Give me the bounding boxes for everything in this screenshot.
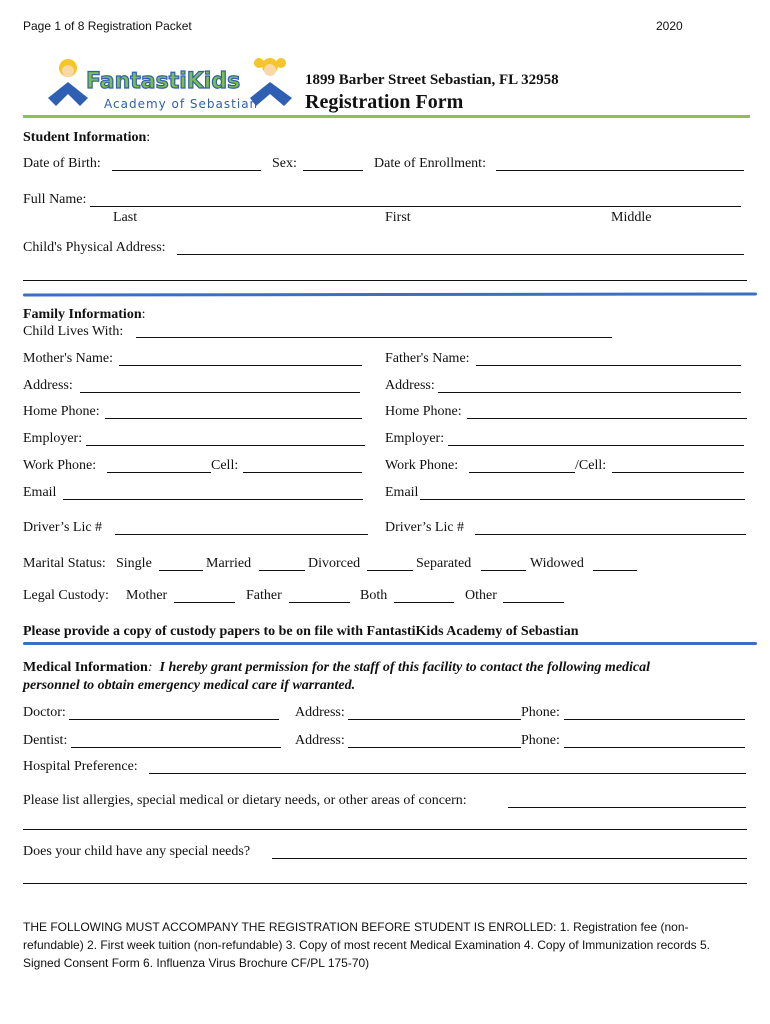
logo-brand-text: FantastiKids <box>86 69 241 94</box>
special-needs-field-2[interactable] <box>23 883 747 884</box>
mother-drivers-lic-field[interactable] <box>115 534 368 535</box>
father-cell-field[interactable] <box>612 472 744 473</box>
father-name-field[interactable] <box>476 365 741 366</box>
custody-father-label: Father <box>246 588 282 603</box>
enrollment-label: Date of Enrollment: <box>374 156 486 171</box>
custody-papers-note: Please provide a copy of custody papers to be on file with FantastiKids Academy of Sebastian <box>23 624 579 639</box>
doctor-address-field[interactable] <box>348 719 521 720</box>
father-email-label: Email <box>385 485 419 500</box>
dentist-field[interactable] <box>71 747 281 748</box>
dentist-phone-field[interactable] <box>564 747 745 748</box>
physical-address-field[interactable] <box>177 254 744 255</box>
custody-other-label: Other <box>465 588 497 603</box>
medical-info-heading: Medical Information: I hereby grant permission for the staff of this facility to contact the following medical <box>23 660 651 675</box>
mother-home-phone-field[interactable] <box>105 418 362 419</box>
custody-both-label: Both <box>360 588 388 603</box>
custody-father-field[interactable] <box>289 602 350 603</box>
mother-address-field[interactable] <box>80 392 360 393</box>
form-title: Registration Form <box>305 91 464 113</box>
physical-address-label: Child's Physical Address: <box>23 240 166 255</box>
year: 2020 <box>656 19 683 33</box>
physical-address-field-2[interactable] <box>23 280 747 281</box>
mother-cell-field[interactable] <box>243 472 362 473</box>
father-address-field[interactable] <box>438 392 741 393</box>
enrollment-requirements: THE FOLLOWING MUST ACCOMPANY THE REGISTRATION BEFORE STUDENT IS ENROLLED: 1. Registration fee (non-refundable) 2. First week tuition (non-refundable) 3. Copy of most recent Medical Examination 4. Copy of Immunization records 5. Signed Consent Form 6. Influenza Virus Brochure CF/PL 175-70) <box>23 920 710 970</box>
family-info-heading: Family Information: <box>23 307 146 322</box>
dob-label: Date of Birth: <box>23 156 101 171</box>
father-drivers-lic-label: Driver’s Lic # <box>385 520 465 535</box>
fantastikids-logo <box>44 54 296 114</box>
father-work-phone-label: Work Phone: <box>385 458 459 473</box>
father-employer-field[interactable] <box>448 445 744 446</box>
custody-other-field[interactable] <box>503 602 564 603</box>
medical-permission-text: personnel to obtain emergency medical care if warranted. <box>23 678 356 693</box>
father-address-label: Address: <box>385 378 435 393</box>
special-needs-field[interactable] <box>272 858 747 859</box>
legal-custody-label: Legal Custody: <box>23 588 109 603</box>
mother-work-phone-label: Work Phone: <box>23 458 97 473</box>
marital-married-label: Married <box>206 556 252 571</box>
allergies-label: Please list allergies, special medical or dietary needs, or other areas of concern: <box>23 793 467 808</box>
doctor-label: Doctor: <box>23 705 66 720</box>
dentist-address-label: Address: <box>295 733 345 748</box>
mother-home-phone-label: Home Phone: <box>23 404 100 419</box>
mother-cell-label: Cell: <box>211 458 239 473</box>
mother-email-field[interactable] <box>63 499 363 500</box>
dentist-label: Dentist: <box>23 733 68 748</box>
enrollment-field[interactable] <box>496 170 744 171</box>
marital-widowed-label: Widowed <box>530 556 584 571</box>
marital-single-label: Single <box>116 556 152 571</box>
full-name-label: Full Name: <box>23 192 87 207</box>
mother-name-label: Mother's Name: <box>23 351 114 366</box>
logo-tagline-text: Academy of Sebastian <box>104 97 259 111</box>
middle-name-caption: Middle <box>611 210 652 225</box>
marital-widowed-field[interactable] <box>593 570 637 571</box>
allergies-field-2[interactable] <box>23 829 747 830</box>
mother-employer-label: Employer: <box>23 431 83 446</box>
father-home-phone-label: Home Phone: <box>385 404 462 419</box>
marital-married-field[interactable] <box>259 570 305 571</box>
father-home-phone-field[interactable] <box>467 418 747 419</box>
marital-separated-label: Separated <box>416 556 472 571</box>
section-divider-medical <box>23 642 757 645</box>
marital-divorced-label: Divorced <box>308 556 361 571</box>
section-divider-family <box>23 292 757 296</box>
mother-employer-field[interactable] <box>86 445 365 446</box>
father-employer-label: Employer: <box>385 431 445 446</box>
mother-email-label: Email <box>23 485 57 500</box>
father-email-field[interactable] <box>420 499 745 500</box>
father-cell-label: /Cell: <box>575 458 607 473</box>
mother-work-phone-field[interactable] <box>107 472 211 473</box>
hospital-preference-label: Hospital Preference: <box>23 759 138 774</box>
dentist-phone-label: Phone: <box>521 733 560 748</box>
last-name-caption: Last <box>113 210 138 225</box>
marital-separated-field[interactable] <box>481 570 526 571</box>
header-divider <box>23 115 750 118</box>
doctor-field[interactable] <box>69 719 279 720</box>
custody-mother-label: Mother <box>126 588 168 603</box>
dob-field[interactable] <box>112 170 261 171</box>
custody-mother-field[interactable] <box>174 602 235 603</box>
marital-single-field[interactable] <box>159 570 203 571</box>
student-info-heading: Student Information: <box>23 130 151 145</box>
special-needs-label: Does your child have any special needs? <box>23 844 251 859</box>
hospital-preference-field[interactable] <box>149 773 746 774</box>
father-name-label: Father's Name: <box>385 351 470 366</box>
lives-with-label: Child Lives With: <box>23 324 124 339</box>
marital-divorced-field[interactable] <box>367 570 413 571</box>
doctor-phone-label: Phone: <box>521 705 560 720</box>
father-work-phone-field[interactable] <box>469 472 575 473</box>
doctor-address-label: Address: <box>295 705 345 720</box>
doctor-phone-field[interactable] <box>564 719 745 720</box>
lives-with-field[interactable] <box>136 337 612 338</box>
page-label: Page 1 of 8 Registration Packet <box>23 19 192 33</box>
full-name-field[interactable] <box>90 206 741 207</box>
mother-address-label: Address: <box>23 378 73 393</box>
school-address: 1899 Barber Street Sebastian, FL 32958 <box>305 72 559 88</box>
sex-label: Sex: <box>272 156 297 171</box>
allergies-field[interactable] <box>508 807 746 808</box>
custody-both-field[interactable] <box>394 602 454 603</box>
mother-name-field[interactable] <box>119 365 362 366</box>
dentist-address-field[interactable] <box>348 747 521 748</box>
mother-drivers-lic-label: Driver’s Lic # <box>23 520 103 535</box>
first-name-caption: First <box>385 210 411 225</box>
sex-field[interactable] <box>303 170 363 171</box>
marital-status-label: Marital Status: <box>23 556 106 571</box>
father-drivers-lic-field[interactable] <box>475 534 746 535</box>
